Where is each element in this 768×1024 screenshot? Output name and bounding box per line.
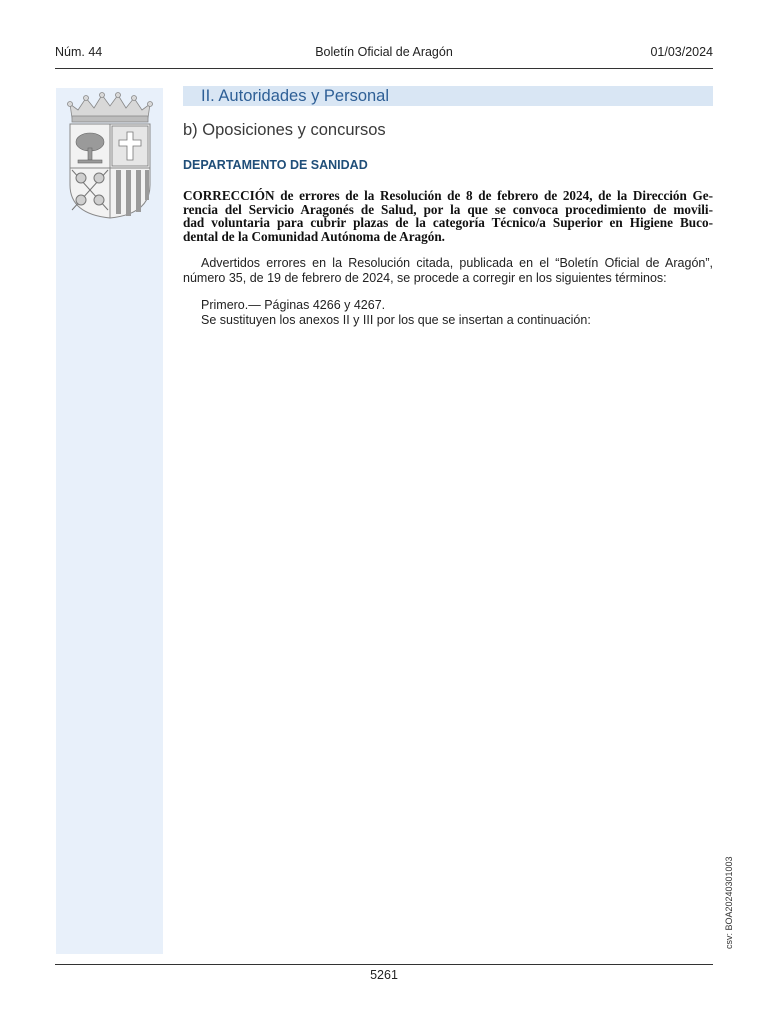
body-line: número 35, de 19 de febrero de 2024, se procede a corregir en los siguientes términos: <box>183 270 667 285</box>
header-divider <box>55 68 713 69</box>
page-number: 5261 <box>370 968 398 982</box>
resolution-title-line: CORRECCIÓN de errores de la Resolución de 8 de febrero de 2024, de la Dirección Ge- <box>183 188 713 203</box>
department-name: DEPARTAMENTO DE SANIDAD <box>183 158 368 172</box>
subsection-title: b) Oposiciones y concursos <box>183 121 386 139</box>
resolution-title-line: dad voluntaria para cubrir plazas de la categoría Técnico/a Superior en Higiene Buco- <box>183 215 713 230</box>
resolution-title <box>183 189 713 243</box>
item-text: Se sustituyen los anexos II y III por los que se insertan a continuación: <box>201 312 591 327</box>
page-header <box>55 45 713 65</box>
csv-code: csv: BOA20240301003 <box>724 856 734 949</box>
resolution-title-line: rencia del Servicio Aragonés de Salud, por la que se convoca procedimiento de movili- <box>183 201 713 217</box>
publication-name: Boletín Oficial de Aragón <box>315 45 453 59</box>
correction-item <box>183 298 713 327</box>
resolution-title-line: dental de la Comunidad Autónoma de Aragón. <box>183 228 445 244</box>
item-heading: Primero.— Páginas 4266 y 4267. <box>201 298 386 312</box>
body-paragraph <box>183 256 713 285</box>
footer-divider <box>55 964 713 965</box>
issue-number: Núm. 44 <box>55 45 103 59</box>
section-title: II. Autoridades y Personal <box>201 87 390 105</box>
body-line: Advertidos errores en la Resolución citada, publicada en el “Boletín Oficial de Aragón”, <box>201 256 713 270</box>
publication-date: 01/03/2024 <box>650 45 713 59</box>
aragon-coat-of-arms-icon <box>64 90 156 220</box>
